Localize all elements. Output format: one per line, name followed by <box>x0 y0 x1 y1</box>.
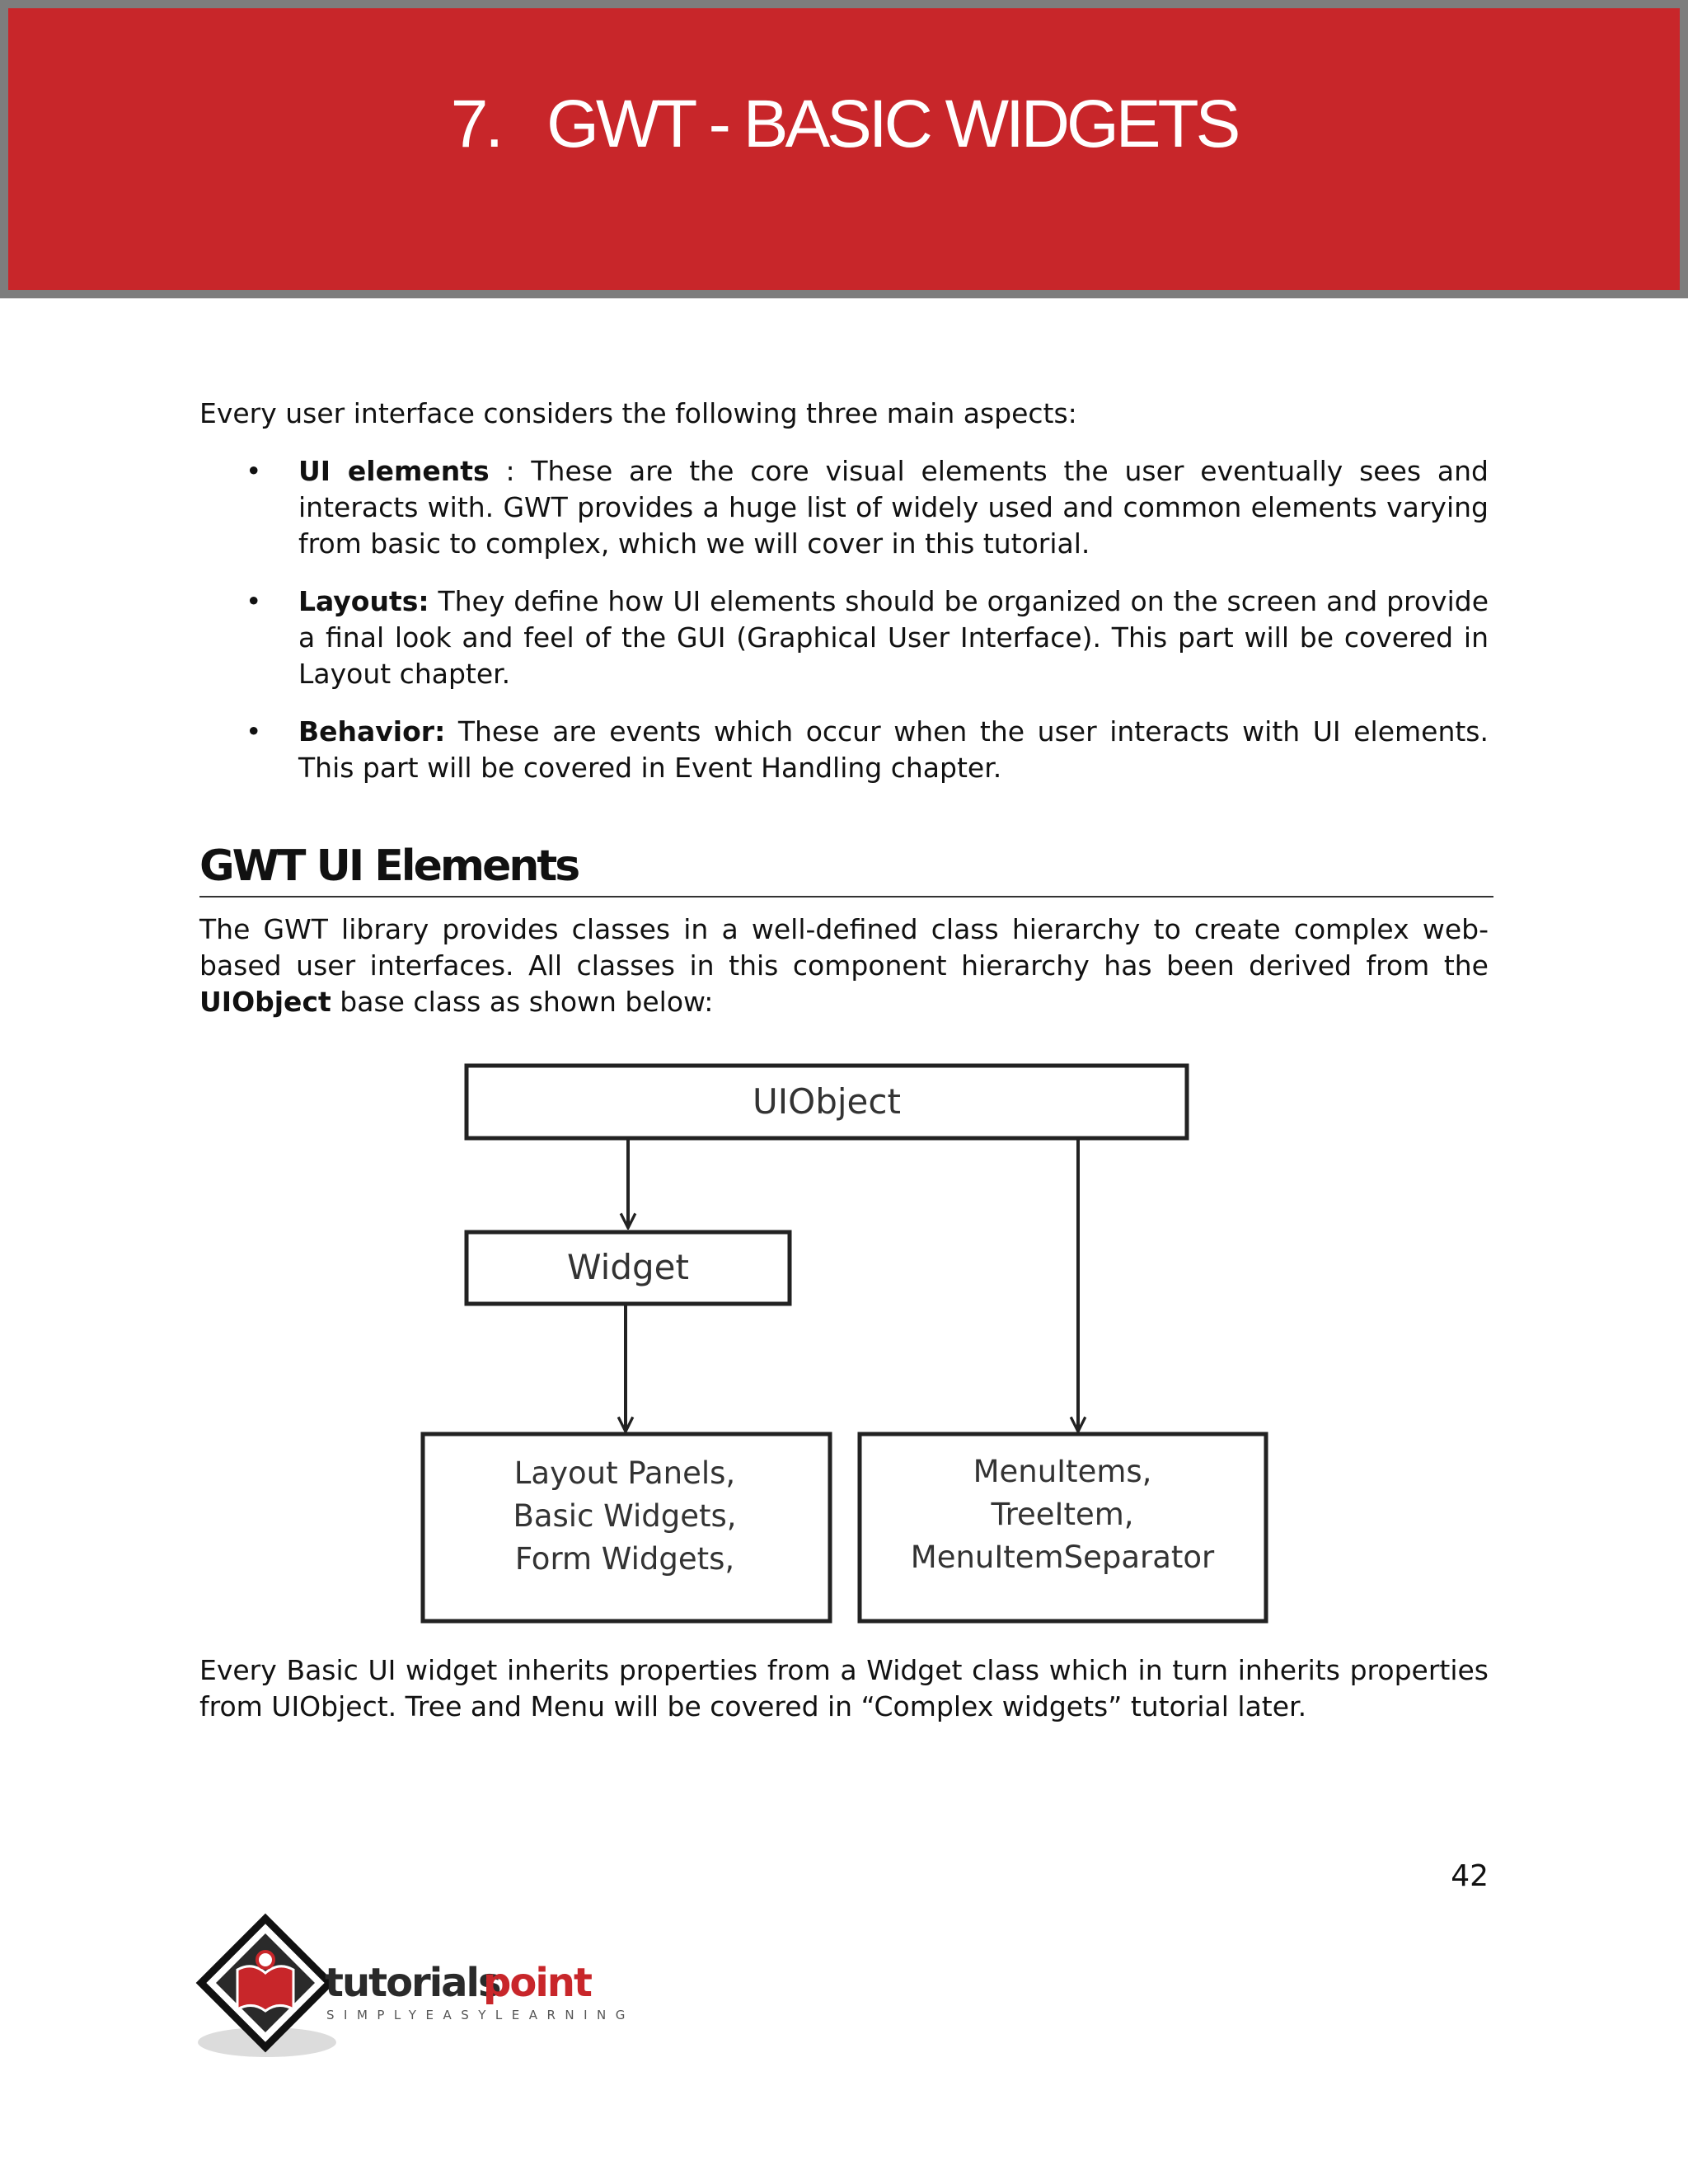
bullet-icon: • <box>246 455 262 487</box>
bullet-icon: • <box>246 715 262 748</box>
chapter-banner-inner <box>8 8 1680 290</box>
bullet-term: Behavior: <box>298 715 446 748</box>
list-item <box>199 583 1489 692</box>
chapter-banner <box>0 0 1688 298</box>
para-bold-term: UIObject <box>199 986 331 1018</box>
hierarchy-paragraph <box>199 912 1489 1020</box>
section-title: GWT UI Elements <box>199 841 579 891</box>
menuitems-label-line: TreeItem, <box>991 1497 1134 1532</box>
para-text: The GWT library provides classes in a well-defined class hierarchy to create complex web-based user interfaces. All classes in this component hierarchy has been derived from the <box>199 913 1489 982</box>
bullet-icon: • <box>246 585 262 617</box>
panels-label-line: Layout Panels, <box>513 1455 736 1491</box>
bullet-separator <box>429 585 438 617</box>
chapter-title <box>450 87 1238 162</box>
widget-label: Widget <box>567 1247 689 1287</box>
page-number: 42 <box>1451 1859 1489 1893</box>
bullet-separator: : <box>489 455 532 487</box>
bullet-text: These are the core visual elements the user eventually sees and interacts with. GWT provides a huge list of widely used and common elements varying from basic to complex, which we will cover in this tutorial. <box>298 455 1489 560</box>
tutorialspoint-logo <box>195 1912 656 2069</box>
section-rule <box>199 896 1493 898</box>
logo-book-icon <box>237 1966 293 2011</box>
bullet-text: They define how UI elements should be organized on the screen and provide a final look and feel of the GUI (Graphical User Interface). This part will be covered in Layout chapter. <box>298 585 1489 690</box>
panels-label-line: Basic Widgets, <box>513 1498 737 1534</box>
logo-word-point: point <box>483 1960 591 2006</box>
list-item <box>199 453 1489 562</box>
chapter-number: 7. <box>450 87 501 162</box>
bullet-separator <box>445 715 458 748</box>
logo-tagline: SIMPLYEASYLEARNING <box>326 2008 635 2022</box>
uiobject-label: UIObject <box>753 1081 901 1122</box>
menuitems-label-line: MenuItemSeparator <box>910 1540 1215 1575</box>
list-item <box>199 714 1489 786</box>
intro-paragraph: Every user interface considers the following three main aspects: <box>199 397 1077 429</box>
logo-word-tutorials: tutorials <box>325 1960 500 2006</box>
class-hierarchy-diagram <box>412 1055 1278 1632</box>
chapter-title-text: GWT - BASIC WIDGETS <box>546 87 1238 162</box>
logo-head-icon <box>257 1952 274 1968</box>
panels-label-line: Form Widgets, <box>514 1541 735 1577</box>
bullet-text: These are events which occur when the user interacts with UI elements. This part will be covered in Event Handling chapter. <box>298 715 1489 784</box>
inheritance-paragraph: Every Basic UI widget inherits properties from a Widget class which in turn inherits properties from UIObject. Tree and Menu will be covered in “Complex widgets” tutorial later. <box>199 1654 1489 1722</box>
para-text: base class as shown below: <box>331 986 714 1018</box>
menuitems-label-line: MenuItems, <box>973 1454 1152 1489</box>
bullet-term: UI elements <box>298 455 490 487</box>
section-heading <box>199 837 1489 898</box>
aspects-list <box>199 453 1489 808</box>
bullet-term: Layouts: <box>298 585 429 617</box>
